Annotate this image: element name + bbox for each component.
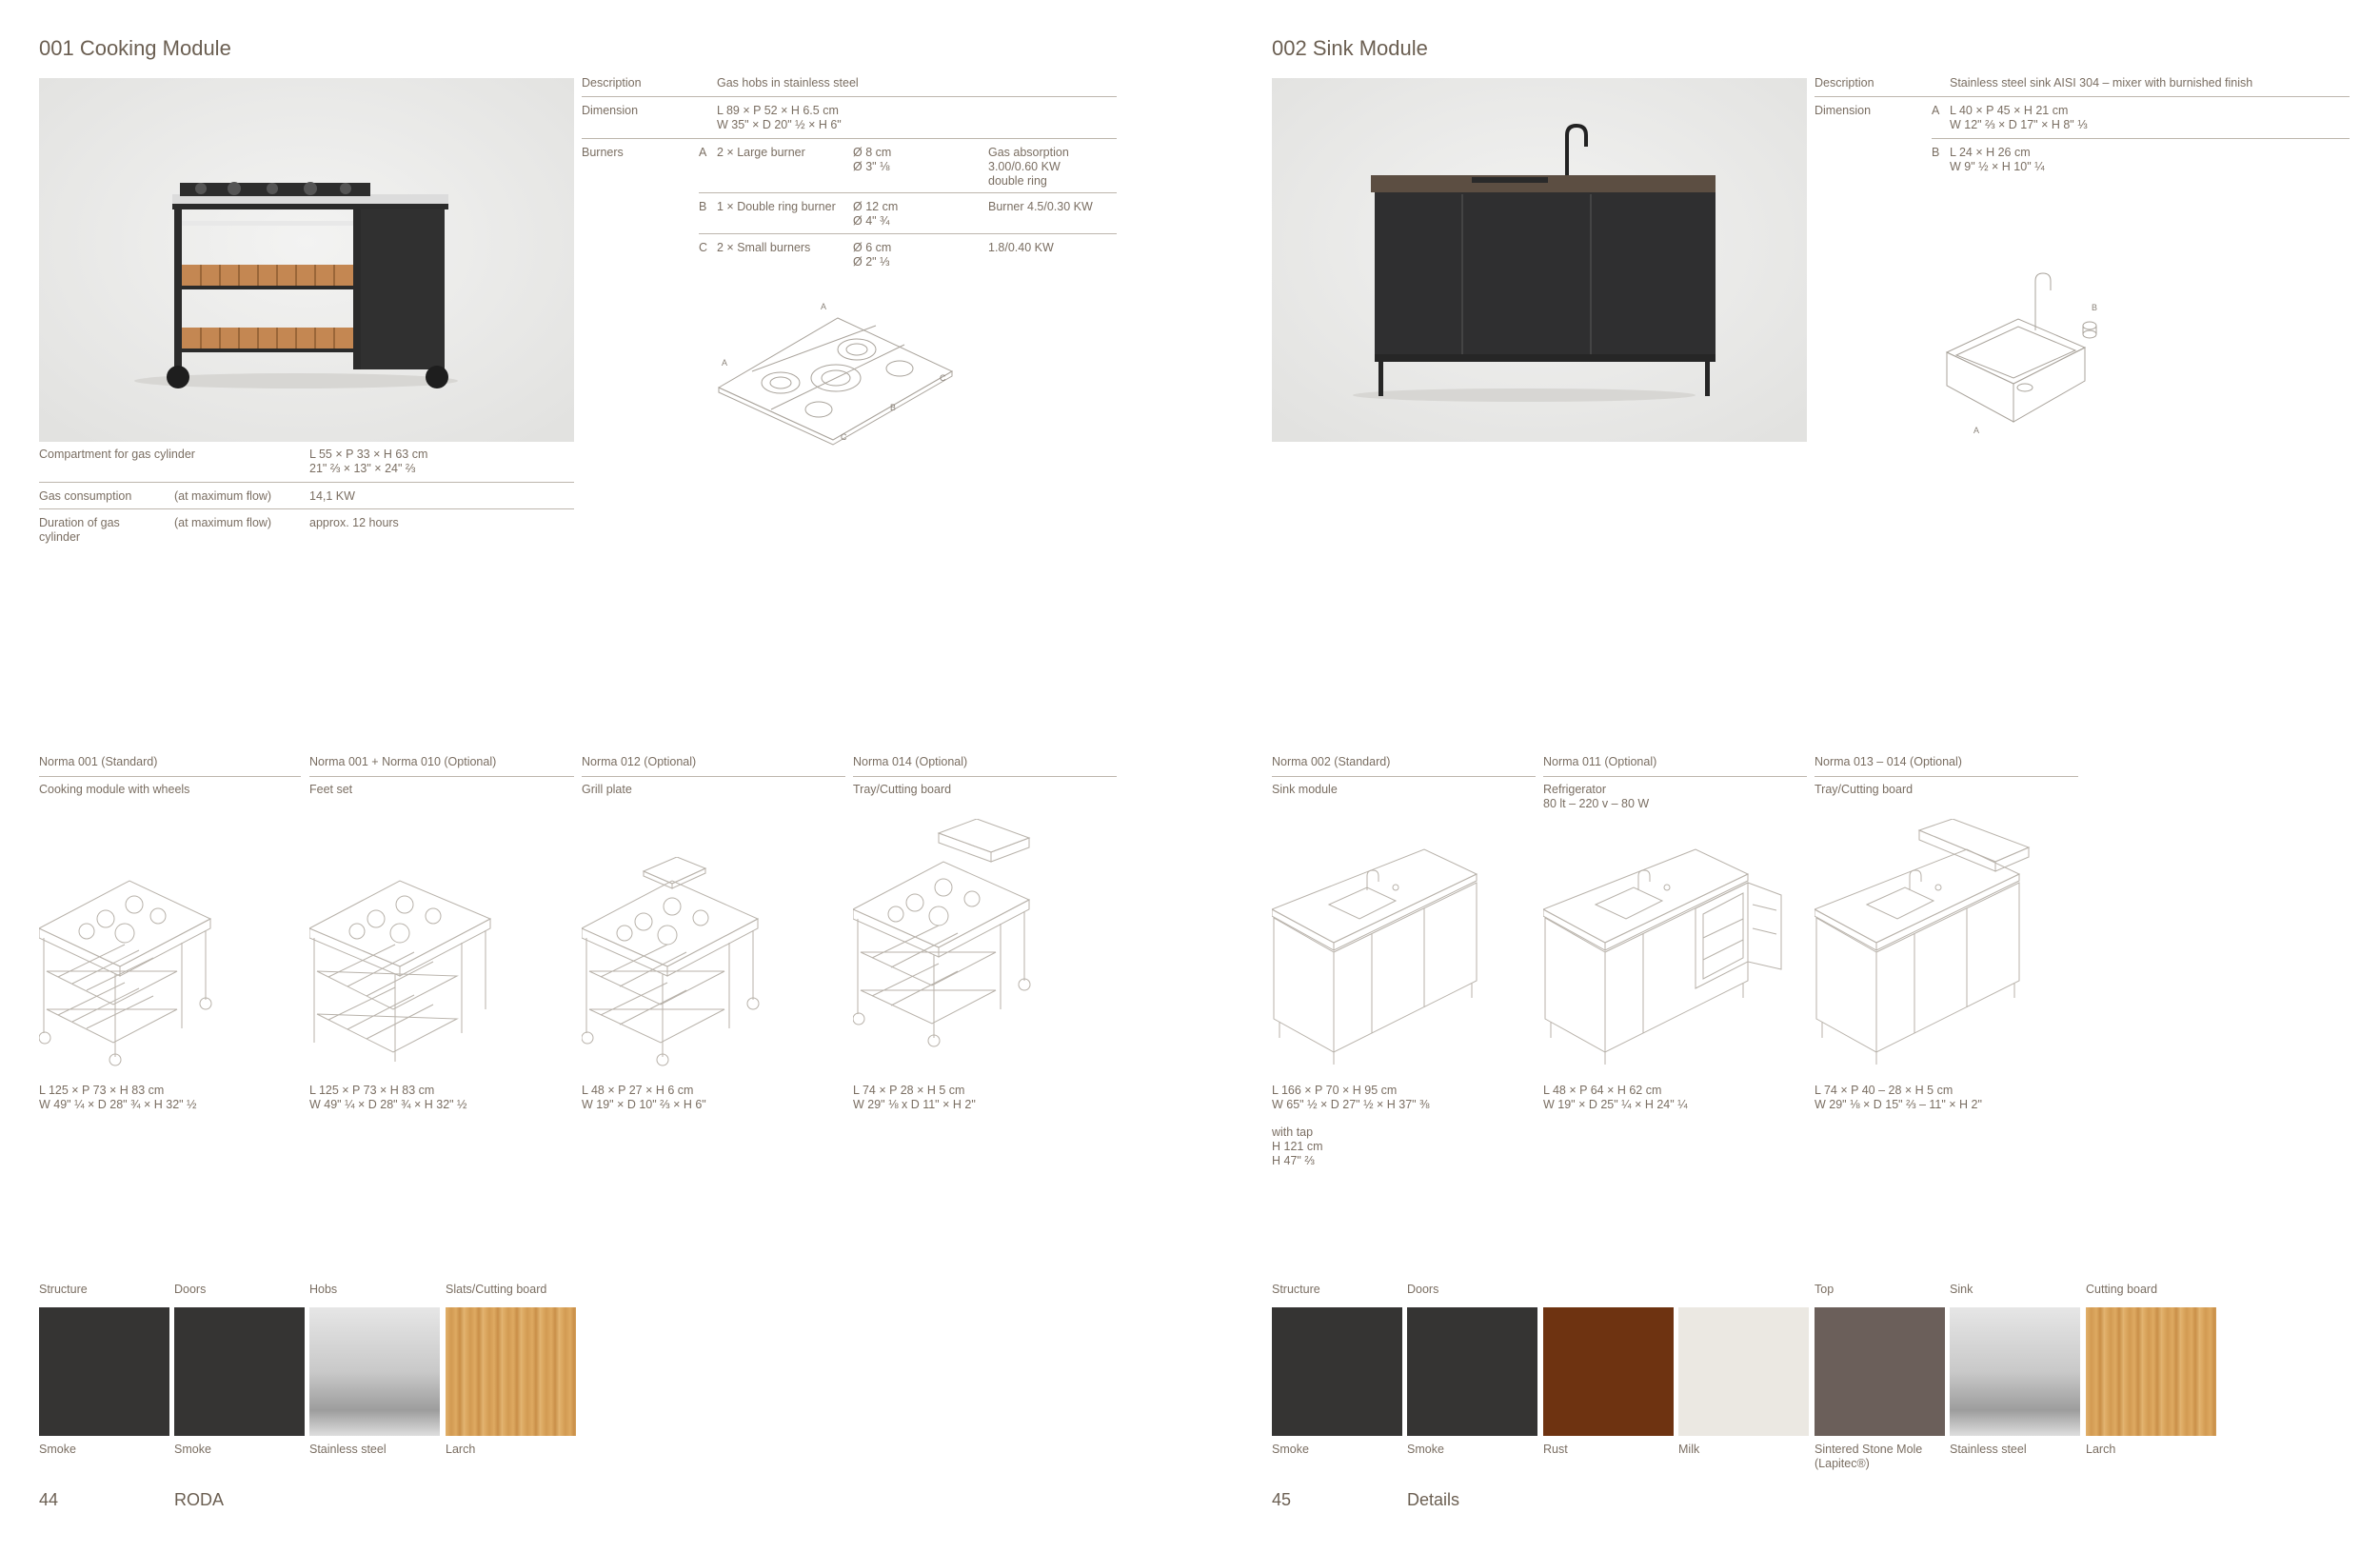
burner-name: 2 × Large burner [717, 146, 805, 159]
divider [582, 96, 1117, 97]
swatch-milk [1678, 1307, 1809, 1436]
variant-name: Tray/Cutting board [1815, 783, 1914, 796]
divider [699, 192, 1117, 193]
variant-name: Cooking module with wheels [39, 783, 190, 796]
sink-module-drawing [1272, 847, 1486, 1066]
page-label: Details [1407, 1490, 1460, 1509]
diagram-letter: A [821, 302, 827, 311]
diagram-letter: C [841, 432, 847, 442]
divider [1272, 776, 1536, 777]
page-number: 44 [39, 1490, 59, 1509]
burner-power: 1.8/0.40 KW [988, 241, 1054, 254]
cooking-module-wheels-drawing [39, 876, 229, 1066]
diagram-letter: A [722, 358, 728, 368]
divider [1932, 138, 2350, 139]
material-group: Slats/Cutting board [446, 1283, 547, 1296]
divider [39, 508, 574, 509]
divider [1815, 96, 2350, 97]
material-name: Smoke [1407, 1443, 1444, 1456]
variant-dims: L 48 × P 64 × H 62 cm W 19" × D 25" ¼ × H 24" ¼ [1543, 1084, 1688, 1111]
variant-norma: Norma 014 (Optional) [853, 755, 968, 768]
variant-name: Tray/Cutting board [853, 783, 952, 796]
material-name: Stainless steel [1950, 1443, 2027, 1456]
dimension-label: Dimension [582, 104, 639, 117]
gas-duration-label: Duration of gas cylinder [39, 516, 120, 544]
variant-dims: L 125 × P 73 × H 83 cm W 49" ¼ × D 28" ¾ × H 32" ½ [39, 1084, 197, 1111]
variant-norma: Norma 002 (Standard) [1272, 755, 1391, 768]
material-group: Doors [174, 1283, 207, 1296]
variant-name: Grill plate [582, 783, 632, 796]
variant-extra: with tap H 121 cm H 47" ⅔ [1272, 1125, 1323, 1167]
page-title: 002 Sink Module [1272, 36, 1428, 60]
swatch-larch [2086, 1307, 2216, 1436]
swatch-smoke [174, 1307, 305, 1436]
description-label: Description [1815, 76, 1874, 90]
burner-name: 2 × Small burners [717, 241, 811, 254]
variant-dims: L 48 × P 27 × H 6 cm W 19" × D 10" ⅔ × H 6" [582, 1084, 706, 1111]
burner-letter: B [699, 200, 707, 213]
swatch-larch [446, 1307, 576, 1436]
divider [1815, 776, 2078, 777]
gas-cylinder-value: L 55 × P 33 × H 63 cm 21" ⅔ × 13" × 24" ⅔ [309, 448, 428, 475]
diagram-letter: B [2092, 303, 2098, 312]
divider [582, 138, 1117, 139]
description-label: Description [582, 76, 642, 90]
cooking-module-photo [39, 78, 574, 442]
variant-norma: Norma 011 (Optional) [1543, 755, 1657, 768]
refrigerator-drawing [1543, 847, 1800, 1066]
material-group: Sink [1950, 1283, 1973, 1296]
material-name: Sintered Stone Mole (Lapitec®) [1815, 1443, 1923, 1470]
dimension-letter: A [1932, 104, 1940, 117]
material-group: Structure [1272, 1283, 1320, 1296]
variant-norma: Norma 013 – 014 (Optional) [1815, 755, 1962, 768]
description-value: Stainless steel sink AISI 304 – mixer with burnished finish [1950, 76, 2253, 90]
material-name: Rust [1543, 1443, 1568, 1456]
material-name: Larch [446, 1443, 476, 1456]
swatch-smoke [39, 1307, 169, 1436]
swatch-rust [1543, 1307, 1674, 1436]
sink-module-image [1272, 78, 1807, 442]
burner-size: Ø 6 cm Ø 2" ⅓ [853, 241, 892, 269]
grill-plate-drawing [582, 857, 772, 1066]
divider [39, 482, 574, 483]
burner-power: Burner 4.5/0.30 KW [988, 200, 1093, 213]
material-group: Cutting board [2086, 1283, 2158, 1296]
divider [582, 776, 845, 777]
divider [39, 776, 301, 777]
burner-letter: C [699, 241, 708, 254]
swatch-smoke [1272, 1307, 1402, 1436]
burner-name: 1 × Double ring burner [717, 200, 836, 213]
variant-dims: L 125 × P 73 × H 83 cm W 49" ¼ × D 28" ¾ × H 32" ½ [309, 1084, 467, 1111]
gas-consumption-sub: (at maximum flow) [174, 489, 272, 503]
page-label: RODA [174, 1490, 225, 1509]
dimension-value: L 24 × H 26 cm W 9" ½ × H 10" ¼ [1950, 146, 2045, 173]
cooking-module-image [39, 78, 574, 442]
material-name: Smoke [1272, 1443, 1309, 1456]
gas-consumption-value: 14,1 KW [309, 489, 355, 503]
hob-diagram [714, 297, 962, 449]
diagram-letter: A [1973, 426, 1980, 435]
cooking-module-feet-drawing [309, 876, 500, 1066]
material-name: Smoke [39, 1443, 76, 1456]
divider [853, 776, 1117, 777]
material-group: Doors [1407, 1283, 1439, 1296]
material-name: Larch [2086, 1443, 2116, 1456]
burners-label: Burners [582, 146, 624, 159]
material-group: Hobs [309, 1283, 338, 1296]
material-group: Structure [39, 1283, 88, 1296]
sink-module-photo [1272, 78, 1807, 442]
material-name: Smoke [174, 1443, 211, 1456]
variant-name: Feet set [309, 783, 353, 796]
variant-dims: L 74 × P 28 × H 5 cm W 29" ⅛ x D 11" × H 2" [853, 1084, 976, 1111]
gas-consumption-label: Gas consumption [39, 489, 132, 503]
swatch-stainless-steel [1950, 1307, 2080, 1436]
divider [309, 776, 574, 777]
dimension-label: Dimension [1815, 104, 1872, 117]
burner-letter: A [699, 146, 707, 159]
variant-dims: L 74 × P 40 – 28 × H 5 cm W 29" ⅛ × D 15" ⅔ – 11" × H 2" [1815, 1084, 1982, 1111]
variant-norma: Norma 001 + Norma 010 (Optional) [309, 755, 497, 768]
diagram-letter: C [940, 373, 946, 383]
dimension-value: L 89 × P 52 × H 6.5 cm W 35" × D 20" ½ × H 6" [717, 104, 842, 131]
variant-name: Sink module [1272, 783, 1338, 796]
swatch-sintered-stone-mole [1815, 1307, 1945, 1436]
variant-norma: Norma 001 (Standard) [39, 755, 158, 768]
tray-cutting-board-drawing [853, 819, 1043, 1047]
diagram-letter: B [890, 403, 897, 412]
variant-name: Refrigerator 80 lt – 220 v – 80 W [1543, 783, 1650, 810]
burner-power: Gas absorption 3.00/0.60 KW double ring [988, 146, 1069, 188]
sink-diagram [1942, 271, 2123, 443]
swatch-smoke [1407, 1307, 1537, 1436]
page-title: 001 Cooking Module [39, 36, 231, 60]
description-value: Gas hobs in stainless steel [717, 76, 859, 90]
variant-dims: L 166 × P 70 × H 95 cm W 65" ½ × D 27" ½ × H 37" ⅜ [1272, 1084, 1430, 1111]
burner-size: Ø 8 cm Ø 3" ⅛ [853, 146, 892, 173]
material-group: Top [1815, 1283, 1835, 1296]
gas-duration-value: approx. 12 hours [309, 516, 399, 529]
material-name: Stainless steel [309, 1443, 387, 1456]
variant-norma: Norma 012 (Optional) [582, 755, 697, 768]
gas-cylinder-label: Compartment for gas cylinder [39, 448, 195, 461]
divider [699, 233, 1117, 234]
dimension-value: L 40 × P 45 × H 21 cm W 12" ⅔ × D 17" × H 8" ⅓ [1950, 104, 2088, 131]
dimension-letter: B [1932, 146, 1940, 159]
sink-tray-drawing [1815, 819, 2033, 1066]
gas-duration-sub: (at maximum flow) [174, 516, 272, 529]
material-name: Milk [1678, 1443, 1700, 1456]
page-number: 45 [1272, 1490, 1292, 1509]
burner-size: Ø 12 cm Ø 4" ¾ [853, 200, 899, 228]
swatch-stainless-steel [309, 1307, 440, 1436]
divider [1543, 776, 1807, 777]
